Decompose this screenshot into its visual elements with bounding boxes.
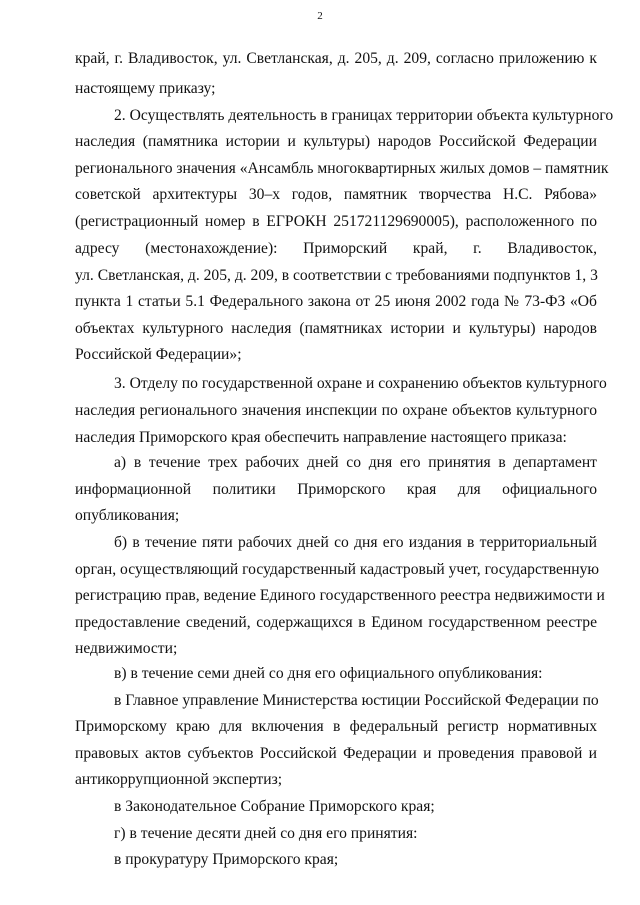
text-line: б) в течение пяти рабочих дней со дня его издания в территориальный (114, 534, 597, 551)
text-line: адресу (местонахождение): Приморский край, г. Владивосток, (75, 240, 597, 257)
text-line: недвижимости; (75, 640, 178, 657)
text-line: пункта 1 статьи 5.1 Федерального закона от 25 июня 2002 года № 73-ФЗ «Об (75, 293, 597, 310)
text-line: в прокуратуру Приморского края; (114, 851, 339, 868)
text-line: информационной политики Приморского края для официального (75, 481, 597, 498)
text-line: (регистрационный номер в ЕГРОКН 251721129690005), расположенного по (75, 213, 597, 230)
text-line: советской архитектуры 30–х годов, памятник творчества Н.С. Рябова» (75, 186, 597, 203)
text-line: 3. Отделу по государственной охране и сохранению объектов культурного (114, 375, 607, 392)
text-line: в Главное управление Министерства юстиции Российской Федерации по (114, 692, 599, 709)
text-line: орган, осуществляющий государственный кадастровый учет, государственную (75, 561, 600, 578)
text-line: в) в течение семи дней со дня его официального опубликования: (114, 665, 543, 682)
text-line: антикоррупционной экспертиз; (75, 771, 283, 788)
text-line: наследия регионального значения инспекции по охране объектов культурного (75, 402, 597, 419)
text-line: объектах культурного наследия (памятниках истории и культуры) народов (75, 320, 597, 337)
text-line: Приморскому краю для включения в федеральный регистр нормативных (75, 718, 597, 735)
page-number: 2 (317, 10, 323, 22)
text-line: а) в течение трех рабочих дней со дня его принятия в департамент (114, 454, 597, 471)
text-line: опубликования; (75, 507, 180, 524)
text-line: ул. Светланская, д. 205, д. 209, в соответствии с требованиями подпунктов 1, 3 (75, 267, 598, 284)
text-line: правовых актов субъектов Российской Федерации и проведения правовой и (75, 745, 597, 762)
text-line: Российской Федерации»; (75, 346, 242, 363)
text-line: в Законодательное Собрание Приморского края; (114, 798, 435, 815)
text-line: г) в течение десяти дней со дня его принятия: (114, 825, 418, 842)
text-line: предоставление сведений, содержащихся в Едином государственном реестре (75, 614, 597, 631)
text-line: наследия (памятника истории и культуры) народов Российской Федерации (75, 133, 597, 150)
text-line: настоящему приказу; (75, 80, 216, 97)
text-line: регистрацию прав, ведение Единого государственного реестра недвижимости и (75, 587, 605, 604)
text-line: наследия Приморского края обеспечить направление настоящего приказа: (75, 429, 567, 446)
text-line: край, г. Владивосток, ул. Светланская, д. 205, д. 209, согласно приложению к (75, 50, 597, 67)
text-line: 2. Осуществлять деятельность в границах территории объекта культурного (114, 107, 614, 124)
text-line: регионального значения «Ансамбль многоквартирных жилых домов – памятник (75, 160, 609, 177)
